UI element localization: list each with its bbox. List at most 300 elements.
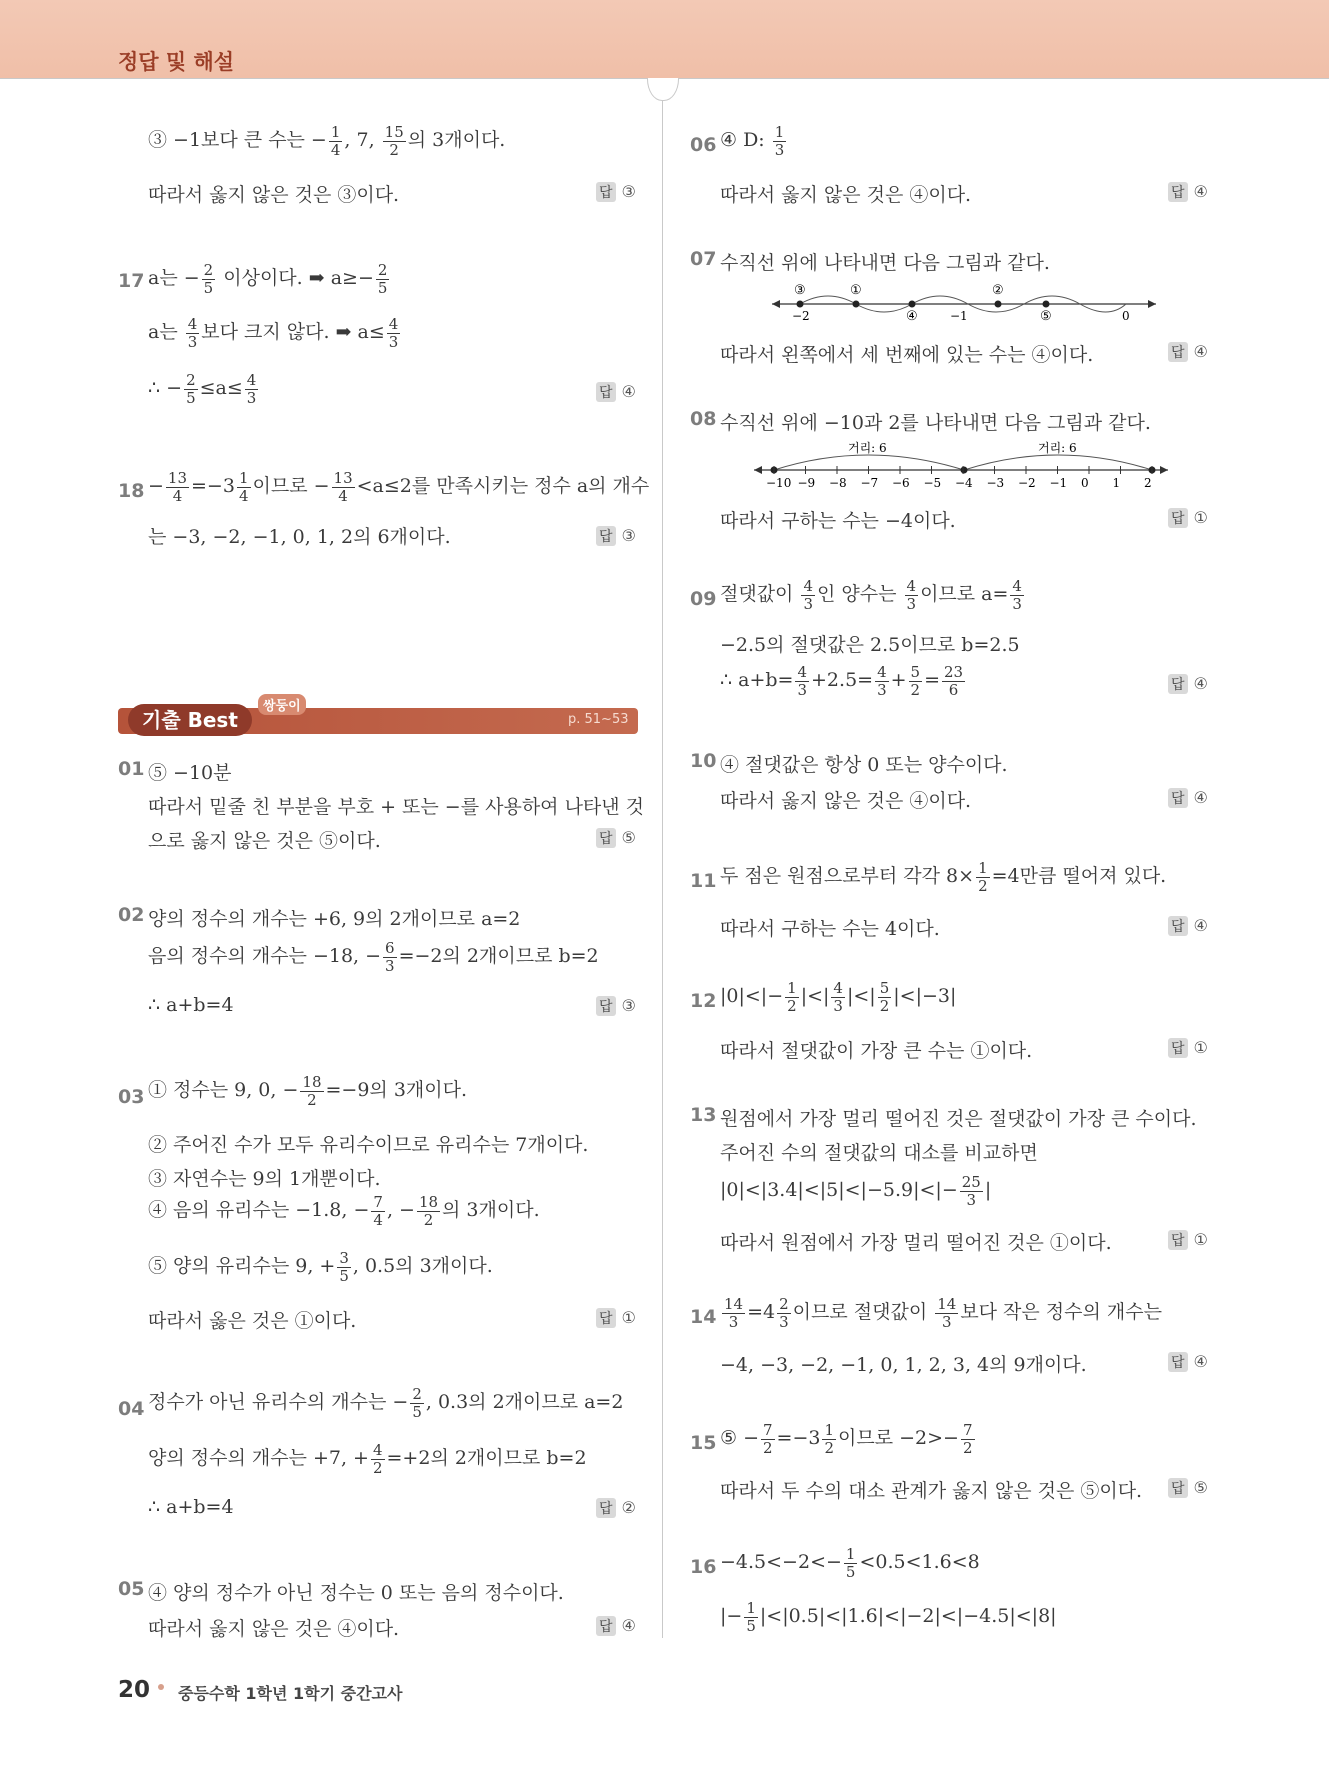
denominator: 3 xyxy=(877,680,887,699)
denominator: 5 xyxy=(746,1616,756,1635)
denominator: 2 xyxy=(372,1458,383,1477)
answer-p1 xyxy=(596,182,636,202)
denominator: 2 xyxy=(978,876,988,895)
answer-12 xyxy=(1168,1038,1208,1058)
text: <a≤2를 만족시키는 정수 a의 개수 xyxy=(356,475,650,497)
answer-tag: 답 xyxy=(596,1498,616,1518)
numerator: 2 xyxy=(203,261,214,279)
tick-label: 0 xyxy=(1081,476,1089,490)
denominator: 4 xyxy=(338,486,348,505)
q08-line2: 따라서 구하는 수는 −4이다. xyxy=(720,510,956,532)
text: =−3 xyxy=(776,1427,821,1449)
numerator: 1 xyxy=(845,1545,856,1563)
q03-line1 xyxy=(148,1074,467,1108)
label-2: ② xyxy=(992,283,1004,298)
answer-value: ③ xyxy=(621,996,636,1015)
numerator: 4 xyxy=(877,663,887,681)
tick-label: −4 xyxy=(955,476,973,490)
tick-label: −9 xyxy=(797,476,816,490)
tick-label: −7 xyxy=(860,476,879,490)
text: 인 양수는 xyxy=(817,583,903,605)
fraction xyxy=(773,124,787,158)
q14-line2: −4, −3, −2, −1, 0, 1, 2, 3, 4의 9개이다. xyxy=(720,1354,1087,1376)
text: |0|<|− xyxy=(720,985,784,1007)
text: |− xyxy=(720,1605,743,1627)
q13-line3 xyxy=(720,1174,991,1208)
answer-tag: 답 xyxy=(1168,1478,1188,1498)
q13-line1: 원점에서 가장 멀리 떨어진 것은 절댓값이 가장 큰 수이다. xyxy=(720,1108,1197,1130)
arrow-head xyxy=(1160,466,1168,474)
label-4: ④ xyxy=(906,309,918,322)
fraction xyxy=(801,578,815,612)
text: − xyxy=(148,475,164,497)
question-number-18: 18 xyxy=(118,480,145,502)
fraction xyxy=(237,470,251,504)
point-2 xyxy=(995,301,1002,308)
tick-label: −1 xyxy=(1049,476,1068,490)
answer-value: ④ xyxy=(1193,182,1208,201)
denominator: 4 xyxy=(373,1210,383,1229)
text: a는 − xyxy=(148,267,200,289)
numerator: 4 xyxy=(906,577,917,595)
denominator: 5 xyxy=(203,278,214,297)
text: , − xyxy=(386,1199,415,1221)
answer-value: ④ xyxy=(1193,788,1208,807)
q03-line5 xyxy=(148,1250,493,1284)
text: , 7, xyxy=(344,129,381,151)
q14-line1 xyxy=(720,1296,1162,1330)
fraction xyxy=(909,664,923,698)
denominator: 3 xyxy=(797,680,808,699)
text: |<|0.5|<|1.6|<|−2|<|−4.5|<|8| xyxy=(759,1605,1057,1627)
answer-tag: 답 xyxy=(1168,182,1188,202)
numerator: 7 xyxy=(962,1421,973,1439)
fraction xyxy=(371,1194,385,1228)
fraction xyxy=(777,1296,791,1330)
label-1: ① xyxy=(850,283,862,298)
fraction xyxy=(822,1422,836,1456)
denominator: 2 xyxy=(824,1438,835,1457)
answer-11 xyxy=(1168,916,1208,936)
text: ⑤ − xyxy=(720,1427,759,1449)
tick-label: −3 xyxy=(986,476,1005,490)
text: 의 3개이다. xyxy=(407,129,506,151)
q12-line2: 따라서 절댓값이 가장 큰 수는 ①이다. xyxy=(720,1040,1033,1062)
numerator: 15 xyxy=(384,123,404,141)
q01-line2: 따라서 밑줄 친 부분을 부호 + 또는 −를 사용하여 나타낸 것 xyxy=(148,796,645,818)
text: = xyxy=(924,669,941,691)
text: | xyxy=(984,1179,992,1201)
answer-tag: 답 xyxy=(1168,916,1188,936)
denominator: 3 xyxy=(385,956,395,975)
fraction xyxy=(935,1296,958,1330)
question-number-14: 14 xyxy=(690,1306,717,1328)
text: ④ 음의 유리수는 −1.8, − xyxy=(148,1199,370,1221)
question-number-16: 16 xyxy=(690,1556,717,1578)
denominator: 3 xyxy=(774,140,785,159)
section-banner-title: 기출 Best xyxy=(128,704,252,736)
numerator: 2 xyxy=(377,261,388,279)
text: <0.5<1.6<8 xyxy=(859,1551,980,1573)
answer-value: ③ xyxy=(621,182,636,201)
q03-line3: ③ 자연수는 9의 1개뿐이다. xyxy=(148,1168,381,1190)
fraction xyxy=(300,1074,323,1108)
q03-line4 xyxy=(148,1194,540,1228)
point-minus4 xyxy=(961,467,968,474)
section-banner-sub: 쌍둥이 xyxy=(258,694,306,715)
text: −4.5<−2<− xyxy=(720,1551,842,1573)
q10-line1: ④ 절댓값은 항상 0 또는 양수이다. xyxy=(720,754,1008,776)
arrow-head xyxy=(772,300,780,308)
denominator: 2 xyxy=(763,1438,773,1457)
answer-18 xyxy=(596,526,636,546)
fraction xyxy=(831,980,845,1014)
text: =−3 xyxy=(191,475,235,497)
q05-line1: ④ 양의 정수가 아닌 정수는 0 또는 음의 정수이다. xyxy=(148,1582,564,1604)
question-number-01: 01 xyxy=(118,758,145,780)
denominator: 5 xyxy=(377,278,388,297)
text: ∴ − xyxy=(148,377,183,399)
answer-value: ④ xyxy=(1193,342,1208,361)
answer-tag: 답 xyxy=(596,382,616,402)
fraction xyxy=(245,372,259,406)
answer-07 xyxy=(1168,342,1208,362)
book-title: 중등수학 1학년 1학기 중간고사 xyxy=(178,1684,403,1703)
question-number-03: 03 xyxy=(118,1086,145,1108)
denominator: 5 xyxy=(186,388,196,407)
text: ③ −1보다 큰 수는 − xyxy=(148,129,327,151)
answer-value: ① xyxy=(1193,1230,1208,1249)
point-3 xyxy=(797,301,804,308)
fraction xyxy=(410,1386,424,1420)
answer-value: ⑤ xyxy=(1193,1478,1208,1497)
text: ① 정수는 9, 0, − xyxy=(148,1079,299,1101)
numerator: 4 xyxy=(246,371,257,389)
denominator: 3 xyxy=(388,332,399,351)
numerator: 2 xyxy=(186,371,196,389)
numerator: 14 xyxy=(724,1295,744,1313)
text: 이므로 a= xyxy=(920,583,1009,605)
answer-tag: 답 xyxy=(1168,1352,1188,1372)
fraction xyxy=(875,664,889,698)
numerator: 1 xyxy=(787,979,797,997)
q07-line1: 수직선 위에 나타내면 다음 그림과 같다. xyxy=(720,252,1050,274)
q04-line3: ∴ a+b=4 xyxy=(148,1496,234,1518)
q07-line2: 따라서 왼쪽에서 세 번째에 있는 수는 ④이다. xyxy=(720,344,1094,366)
numerator: 23 xyxy=(944,663,964,681)
answer-02 xyxy=(596,996,636,1016)
answer-15 xyxy=(1168,1478,1208,1498)
numerator: 1 xyxy=(746,1599,756,1617)
q01-line1: ⑤ −10분 xyxy=(148,762,232,784)
q12-line1 xyxy=(720,980,956,1014)
text: ≤a≤ xyxy=(199,377,243,399)
question-number-13: 13 xyxy=(690,1104,717,1126)
answer-value: ① xyxy=(621,1308,636,1327)
fraction xyxy=(387,316,401,350)
section-banner-pages: p. 51~53 xyxy=(568,712,629,727)
fraction xyxy=(383,940,397,974)
answer-tag: 답 xyxy=(596,182,616,202)
numerator: 1 xyxy=(238,469,249,487)
column-divider-notch xyxy=(647,78,679,101)
q08-line1: 수직선 위에 −10과 2를 나타내면 다음 그림과 같다. xyxy=(720,412,1151,434)
fraction xyxy=(383,124,406,158)
answer-tag: 답 xyxy=(1168,674,1188,694)
denominator: 2 xyxy=(389,140,399,159)
answer-value: ① xyxy=(1193,1038,1208,1057)
text: |0|<|3.4|<|5|<|−5.9|<|− xyxy=(720,1179,958,1201)
fraction xyxy=(905,578,919,612)
answer-09 xyxy=(1168,674,1208,694)
text: 양의 정수의 개수는 +7, + xyxy=(148,1447,369,1469)
fraction xyxy=(202,262,216,296)
numerator: 2 xyxy=(779,1295,789,1313)
tick-label: −10 xyxy=(766,476,792,490)
denominator: 3 xyxy=(187,332,198,351)
text: 의 3개이다. xyxy=(442,1199,540,1221)
denominator: 4 xyxy=(172,486,183,505)
denominator: 3 xyxy=(906,594,917,613)
q15-line2: 따라서 두 수의 대소 관계가 옳지 않은 것은 ⑤이다. xyxy=(720,1480,1143,1502)
text: ∴ a+b= xyxy=(720,669,794,691)
denominator: 2 xyxy=(962,1438,973,1457)
text: , 0.5의 3개이다. xyxy=(352,1255,493,1277)
answer-value: ② xyxy=(621,1498,636,1517)
question-number-10: 10 xyxy=(690,750,717,772)
denominator: 3 xyxy=(779,1312,789,1331)
footer-dot xyxy=(158,1684,164,1690)
fraction xyxy=(417,1194,440,1228)
numerator: 1 xyxy=(978,859,988,877)
fraction xyxy=(329,124,343,158)
text: =−9의 3개이다. xyxy=(325,1079,468,1101)
denominator: 3 xyxy=(246,388,257,407)
q02-line3: ∴ a+b=4 xyxy=(148,994,234,1016)
numerator: 6 xyxy=(385,939,395,957)
q02-line1: 양의 정수의 개수는 +6, 9의 2개이므로 a=2 xyxy=(148,908,521,930)
tick-label: −5 xyxy=(923,476,942,490)
answer-value: ⑤ xyxy=(621,828,636,847)
denominator: 2 xyxy=(423,1210,434,1229)
q09-line2: −2.5의 절댓값은 2.5이므로 b=2.5 xyxy=(720,634,1020,656)
numerator: 7 xyxy=(763,1421,773,1439)
tick-label: −8 xyxy=(829,476,847,490)
answer-tag: 답 xyxy=(1168,342,1188,362)
number-line-08 xyxy=(752,440,1172,490)
question-number-02: 02 xyxy=(118,904,145,926)
answer-08 xyxy=(1168,508,1208,528)
fraction xyxy=(795,664,809,698)
fraction xyxy=(942,664,965,698)
numerator: 4 xyxy=(1012,577,1022,595)
q11-line1 xyxy=(720,860,1166,894)
text: ④ D: xyxy=(720,129,771,151)
tick-label: −1 xyxy=(950,309,968,322)
point-4 xyxy=(909,301,916,308)
denominator: 3 xyxy=(966,1190,977,1209)
denominator: 5 xyxy=(845,1562,856,1581)
answer-value: ③ xyxy=(621,526,636,545)
text: 보다 작은 정수의 개수는 xyxy=(960,1301,1162,1323)
tick-label: 1 xyxy=(1112,476,1121,490)
fraction xyxy=(376,262,390,296)
text: =+2의 2개이므로 b=2 xyxy=(386,1447,587,1469)
numerator: 2 xyxy=(412,1385,422,1403)
answer-10 xyxy=(1168,788,1208,808)
q06-line1 xyxy=(720,124,788,158)
question-number-09: 09 xyxy=(690,588,717,610)
text: |<| xyxy=(800,985,830,1007)
fraction xyxy=(844,1546,858,1580)
answer-tag: 답 xyxy=(1168,1038,1188,1058)
numerator: 18 xyxy=(418,1193,439,1211)
answer-value: ① xyxy=(1193,508,1208,527)
fraction xyxy=(184,372,198,406)
numerator: 14 xyxy=(937,1295,957,1313)
fraction xyxy=(878,980,892,1014)
fraction xyxy=(785,980,799,1014)
answer-14 xyxy=(1168,1352,1208,1372)
arrow-head xyxy=(754,466,762,474)
page-number: 20 xyxy=(118,1677,151,1703)
answer-13 xyxy=(1168,1230,1208,1250)
label-5: ⑤ xyxy=(1040,309,1052,322)
text: =4만큼 떨어져 있다. xyxy=(991,865,1167,887)
q17-line1 xyxy=(148,262,391,296)
numerator: 1 xyxy=(824,1421,835,1439)
fraction xyxy=(166,470,189,504)
fraction xyxy=(976,860,990,894)
denominator: 2 xyxy=(910,680,921,699)
q09-line1 xyxy=(720,578,1026,612)
question-number-17: 17 xyxy=(118,270,145,292)
point-5 xyxy=(1043,301,1050,308)
q03-line6: 따라서 옳은 것은 ①이다. xyxy=(148,1310,357,1332)
fraction xyxy=(371,1442,385,1476)
tick-label: 2 xyxy=(1144,476,1152,490)
question-number-07: 07 xyxy=(690,248,717,270)
denominator: 5 xyxy=(412,1402,422,1421)
q15-line1 xyxy=(720,1422,977,1456)
question-number-11: 11 xyxy=(690,870,717,892)
fraction xyxy=(722,1296,745,1330)
text: + xyxy=(890,669,907,691)
answer-tag: 답 xyxy=(1168,788,1188,808)
q18-line1 xyxy=(148,470,649,504)
numerator: 3 xyxy=(339,1249,349,1267)
text: |<|−3| xyxy=(893,985,957,1007)
answer-value: ④ xyxy=(621,1616,636,1635)
answer-tag: 답 xyxy=(596,1616,616,1636)
fraction xyxy=(1010,578,1024,612)
denominator: 2 xyxy=(787,996,797,1015)
point-1 xyxy=(853,301,860,308)
denominator: 5 xyxy=(339,1266,349,1285)
answer-tag: 답 xyxy=(596,828,616,848)
distance-label-left: 거리: 6 xyxy=(848,441,887,455)
denominator: 4 xyxy=(330,140,341,159)
fraction xyxy=(186,316,200,350)
q06-line2: 따라서 옳지 않은 것은 ④이다. xyxy=(720,184,972,206)
numerator: 1 xyxy=(774,123,785,141)
q18-line2: 는 −3, −2, −1, 0, 1, 2의 6개이다. xyxy=(148,526,451,548)
q04-line1 xyxy=(148,1386,623,1420)
tick-label: −2 xyxy=(1018,476,1036,490)
number-line-07 xyxy=(770,280,1160,322)
question-number-12: 12 xyxy=(690,990,717,1012)
q09-line3 xyxy=(720,664,967,698)
numerator: 4 xyxy=(803,577,814,595)
numerator: 4 xyxy=(187,315,198,333)
text: , 0.3의 2개이므로 a=2 xyxy=(425,1391,624,1413)
fraction xyxy=(332,470,355,504)
answer-04 xyxy=(596,1498,636,1518)
numerator: 1 xyxy=(330,123,341,141)
denominator: 3 xyxy=(941,1312,952,1331)
question-number-04: 04 xyxy=(118,1398,145,1420)
q11-line2: 따라서 구하는 수는 4이다. xyxy=(720,918,940,940)
text: 이상이다. ➡ a≥− xyxy=(217,267,374,289)
numerator: 25 xyxy=(961,1173,981,1191)
numerator: 5 xyxy=(910,663,921,681)
q17-line2 xyxy=(148,316,402,350)
page-header-title: 정답 및 해설 xyxy=(118,50,235,74)
numerator: 4 xyxy=(372,1441,383,1459)
q17-line3 xyxy=(148,372,260,406)
q13-line4: 따라서 원점에서 가장 멀리 떨어진 것은 ①이다. xyxy=(720,1232,1112,1254)
q16-line2 xyxy=(720,1600,1057,1634)
denominator: 3 xyxy=(833,996,843,1015)
column-divider xyxy=(662,78,663,1638)
numerator: 4 xyxy=(797,663,808,681)
answer-tag: 답 xyxy=(596,996,616,1016)
numerator: 4 xyxy=(388,315,399,333)
tick-label: −2 xyxy=(792,309,810,322)
answer-value: ④ xyxy=(1193,674,1208,693)
text: 이므로 −2>− xyxy=(838,1427,959,1449)
p1-line1 xyxy=(148,124,505,158)
arrow-head xyxy=(1148,300,1156,308)
question-number-05: 05 xyxy=(118,1578,145,1600)
answer-03 xyxy=(596,1308,636,1328)
denominator: 3 xyxy=(1012,594,1022,613)
text: 두 점은 원점으로부터 각각 8× xyxy=(720,865,975,887)
q04-line2 xyxy=(148,1442,587,1476)
text: +2.5= xyxy=(811,669,874,691)
distance-label-right: 거리: 6 xyxy=(1038,441,1077,455)
numerator: 4 xyxy=(833,979,843,997)
q13-line2: 주어진 수의 절댓값의 대소를 비교하면 xyxy=(720,1142,1038,1164)
q10-line2: 따라서 옳지 않은 것은 ④이다. xyxy=(720,790,972,812)
answer-05 xyxy=(596,1616,636,1636)
fraction xyxy=(960,1174,983,1208)
text: 절댓값이 xyxy=(720,583,800,605)
q01-line3: 으로 옳지 않은 것은 ⑤이다. xyxy=(148,830,381,852)
numerator: 13 xyxy=(167,469,188,487)
text: =4 xyxy=(747,1301,776,1323)
q16-line1 xyxy=(720,1546,980,1580)
text: 정수가 아닌 유리수의 개수는 − xyxy=(148,1391,409,1413)
tick-label: 0 xyxy=(1122,309,1130,322)
text: 음의 정수의 개수는 −18, − xyxy=(148,945,382,967)
answer-tag: 답 xyxy=(596,526,616,546)
question-number-15: 15 xyxy=(690,1432,717,1454)
text: 보다 크지 않다. ➡ a≤ xyxy=(201,321,385,343)
numerator: 13 xyxy=(333,469,353,487)
denominator: 3 xyxy=(728,1312,739,1331)
text: =−2의 2개이므로 b=2 xyxy=(398,945,599,967)
